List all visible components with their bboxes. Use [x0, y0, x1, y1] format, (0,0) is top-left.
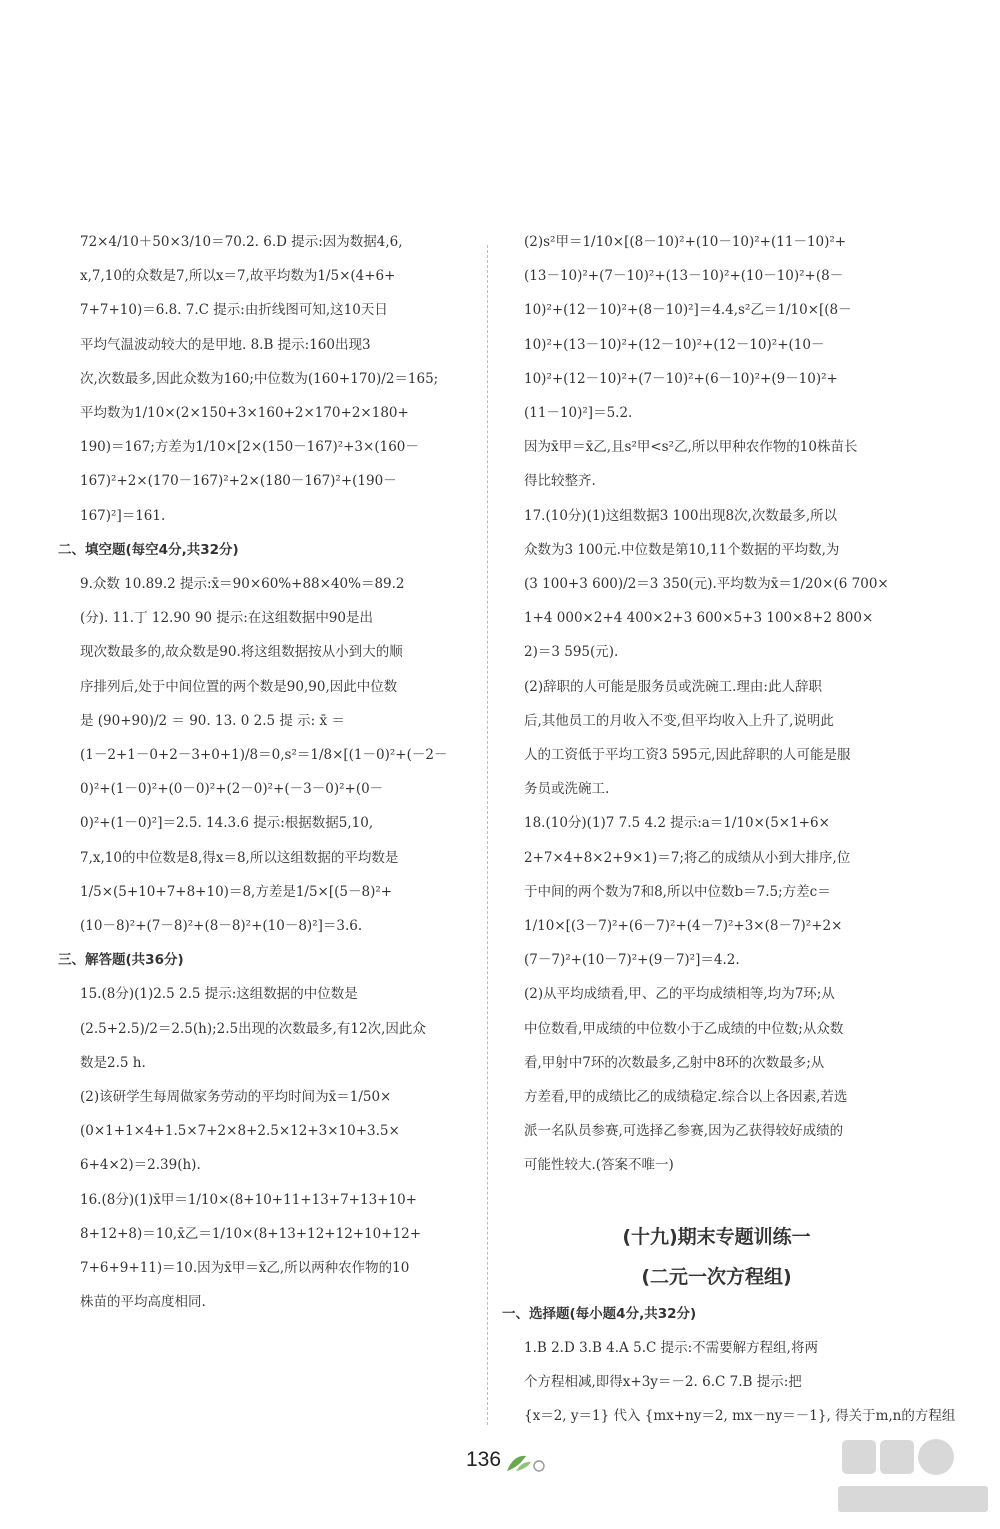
text-line: 次,次数最多,因此众数为160;中位数为(160+170)/2＝165; — [80, 370, 439, 387]
text-line: 1/5×(5+10+7+8+10)＝8,方差是1/5×[(5－8)²+ — [80, 883, 393, 900]
text-line: 8+12+8)＝10,x̄乙＝1/10×(8+13+12+12+10+12+ — [80, 1225, 422, 1242]
text-line: 1.B 2.D 3.B 4.A 5.C 提示:不需要解方程组,将两 — [524, 1339, 818, 1356]
right-column — [502, 225, 956, 1434]
text-line: 190)＝167;方差为1/10×[2×(150－167)²+3×(160－ — [80, 439, 419, 456]
text-line: (13－10)²+(7－10)²+(13－10)²+(10－10)²+(8－ — [524, 268, 844, 285]
text-line: 1/10×[(3－7)²+(6－7)²+(4－7)²+3×(8－7)²+2× — [524, 918, 843, 935]
text-line: 10)²+(12－10)²+(7－10)²+(6－10)²+(9－10)²+ — [524, 370, 838, 387]
text-line: 2+7×4+8×2+9×1)＝7;将乙的成绩从小到大排序,位 — [524, 849, 851, 866]
text-line: 是 (90+90)/2 ＝ 90. 13. 0 2.5 提 示: x̄ ＝ — [80, 712, 345, 729]
section-heading-solutions: 三、解答题(共36分) — [58, 952, 184, 969]
text-line: 17.(10分)(1)这组数据3 100出现8次,次数最多,所以 — [524, 507, 838, 524]
text-line: 数是2.5 h. — [80, 1054, 146, 1071]
text-line: 务员或洗碗工. — [524, 781, 610, 798]
text-line: (10－8)²+(7－8)²+(8－8)²+(10－8)²]＝3.6. — [80, 918, 363, 935]
text-line: 平均数为1/10×(2×150+3×160+2×170+2×180+ — [80, 405, 409, 422]
text-line: 中位数看,甲成绩的中位数小于乙成绩的中位数;从众数 — [524, 1020, 844, 1037]
text-line: 株苗的平均高度相同. — [80, 1294, 206, 1311]
text-line: 平均气温波动较大的是甲地. 8.B 提示:160出现3 — [80, 336, 371, 353]
text-line: 9.众数 10.89.2 提示:x̄＝90×60%+88×40%＝89.2 — [80, 576, 405, 593]
text-line: x,7,10的众数是7,所以x＝7,故平均数为1/5×(4+6+ — [80, 268, 396, 285]
text-line: (11－10)²]＝5.2. — [524, 405, 633, 422]
text-line: 7+7+10)＝6.8. 7.C 提示:由折线图可知,这10天日 — [80, 302, 388, 319]
text-line: (7－7)²+(10－7)²+(9－7)²]＝4.2. — [524, 952, 740, 969]
text-line: 现次数最多的,故众数是90.将这组数据按从小到大的顺 — [80, 644, 403, 661]
text-line: 7,x,10的中位数是8,得x＝8,所以这组数据的平均数是 — [80, 849, 399, 866]
spacer — [524, 1183, 909, 1217]
text-line: (分). 11.丁 12.90 90 提示:在这组数据中90是出 — [80, 610, 374, 627]
text-line: 10)²+(13－10)²+(12－10)²+(12－10)²+(10－ — [524, 336, 825, 353]
watermark-logo-icon — [838, 1432, 988, 1522]
text-line: 得比较整齐. — [524, 473, 596, 490]
text-line: (2.5+2.5)/2＝2.5(h);2.5出现的次数最多,有12次,因此众 — [80, 1020, 426, 1037]
text-line: (2)s²甲＝1/10×[(8－10)²+(10－10)²+(11－10)²+ — [524, 234, 847, 250]
text-line: 人的工资低于平均工资3 595元,因此辞职的人可能是服 — [524, 747, 851, 764]
text-line: 7+6+9+11)＝10.因为x̄甲＝x̄乙,所以两种农作物的10 — [80, 1260, 410, 1277]
answer-lines-1 — [80, 225, 490, 533]
text-line: (2)从平均成绩看,甲、乙的平均成绩相等,均为7环;从 — [524, 986, 835, 1003]
text-line: (1－2+1－0+2－3+0+1)/8＝0,s²＝1/8×[(1－0)²+(－2－ — [80, 747, 448, 764]
text-line: 15.(8分)(1)2.5 2.5 提示:这组数据的中位数是 — [80, 986, 358, 1003]
text-line: 16.(8分)(1)x̄甲＝1/10×(8+10+11+13+7+13+10+ — [80, 1191, 417, 1208]
text-line: 于中间的两个数为7和8,所以中位数b＝7.5;方差c＝ — [524, 883, 831, 900]
text-line: 可能性较大.(答案不唯一) — [524, 1157, 674, 1174]
text-line: 派一名队员参赛,可选择乙参赛,因为乙获得较好成绩的 — [524, 1123, 844, 1140]
text-line: 2)＝3 595(元). — [524, 644, 619, 661]
answer-lines-right-2 — [524, 1331, 956, 1434]
text-line: 72×4/10＋50×3/10＝70.2. 6.D 提示:因为数据4,6, — [80, 234, 403, 250]
text-line: 方差看,甲的成绩比乙的成绩稳定.综合以上各因素,若选 — [524, 1089, 848, 1106]
answer-lines-2 — [80, 567, 490, 943]
text-line: 个方程相减,即得x+3y＝－2. 6.C 7.B 提示:把 — [524, 1374, 802, 1391]
text-line: 10)²+(12－10)²+(8－10)²]＝4.4,s²乙＝1/10×[(8－ — [524, 302, 852, 319]
text-line: 0)²+(1－0)²+(0－0)²+(2－0)²+(－3－0)²+(0－ — [80, 781, 384, 798]
answer-lines-right — [524, 225, 909, 1183]
text-line: 167)²]＝161. — [80, 507, 166, 524]
page-number: 136 — [466, 1448, 502, 1471]
chapter-subtitle: (二元一次方程组) — [641, 1265, 792, 1288]
text-line: 167)²+2×(170－167)²+2×(180－167)²+(190－ — [80, 473, 397, 490]
column-divider — [487, 245, 488, 1425]
text-line: 因为x̄甲＝x̄乙,且s²甲<s²乙,所以甲种农作物的10株苗长 — [524, 439, 858, 456]
left-column — [58, 225, 490, 1320]
text-line: 后,其他员工的月收入不变,但平均收入上升了,说明此 — [524, 712, 834, 729]
text-line: 18.(10分)(1)7 7.5 4.2 提示:a＝1/10×(5×1+6× — [524, 815, 830, 832]
answer-lines-3 — [80, 977, 490, 1319]
text-line: (2)辞职的人可能是服务员或洗碗工.理由:此人辞职 — [524, 678, 822, 695]
text-line: 序排列后,处于中间位置的两个数是90,90,因此中位数 — [80, 678, 398, 695]
leaf-ornament-icon — [504, 1452, 546, 1474]
text-line: 众数为3 100元.中位数是第10,11个数据的平均数,为 — [524, 541, 840, 558]
text-line: 看,甲射中7环的次数最多,乙射中8环的次数最多;从 — [524, 1054, 825, 1071]
chapter-title: (十九)期末专题训练一 — [622, 1225, 811, 1248]
text-line: 6+4×2)＝2.39(h). — [80, 1157, 201, 1174]
section-heading-multiple-choice: 一、选择题(每小题4分,共32分) — [502, 1305, 697, 1322]
section-heading-fill-blank: 二、填空题(每空4分,共32分) — [58, 541, 239, 558]
text-line: (3 100+3 600)/2＝3 350(元).平均数为x̄＝1/20×(6 700× — [524, 576, 889, 593]
text-line: 1+4 000×2+4 400×2+3 600×5+3 100×8+2 800× — [524, 610, 874, 627]
text-line: (2)该研学生每周做家务劳动的平均时间为x̄＝1/50× — [80, 1089, 392, 1106]
text-line: 0)²+(1－0)²]＝2.5. 14.3.6 提示:根据数据5,10, — [80, 815, 374, 832]
text-line: (0×1+1×4+1.5×7+2×8+2.5×12+3×10+3.5× — [80, 1123, 400, 1140]
text-line: {x＝2, y＝1} 代入 {mx+ny＝2, mx－ny＝－1}, 得关于m,n的方程组 — [524, 1408, 956, 1425]
